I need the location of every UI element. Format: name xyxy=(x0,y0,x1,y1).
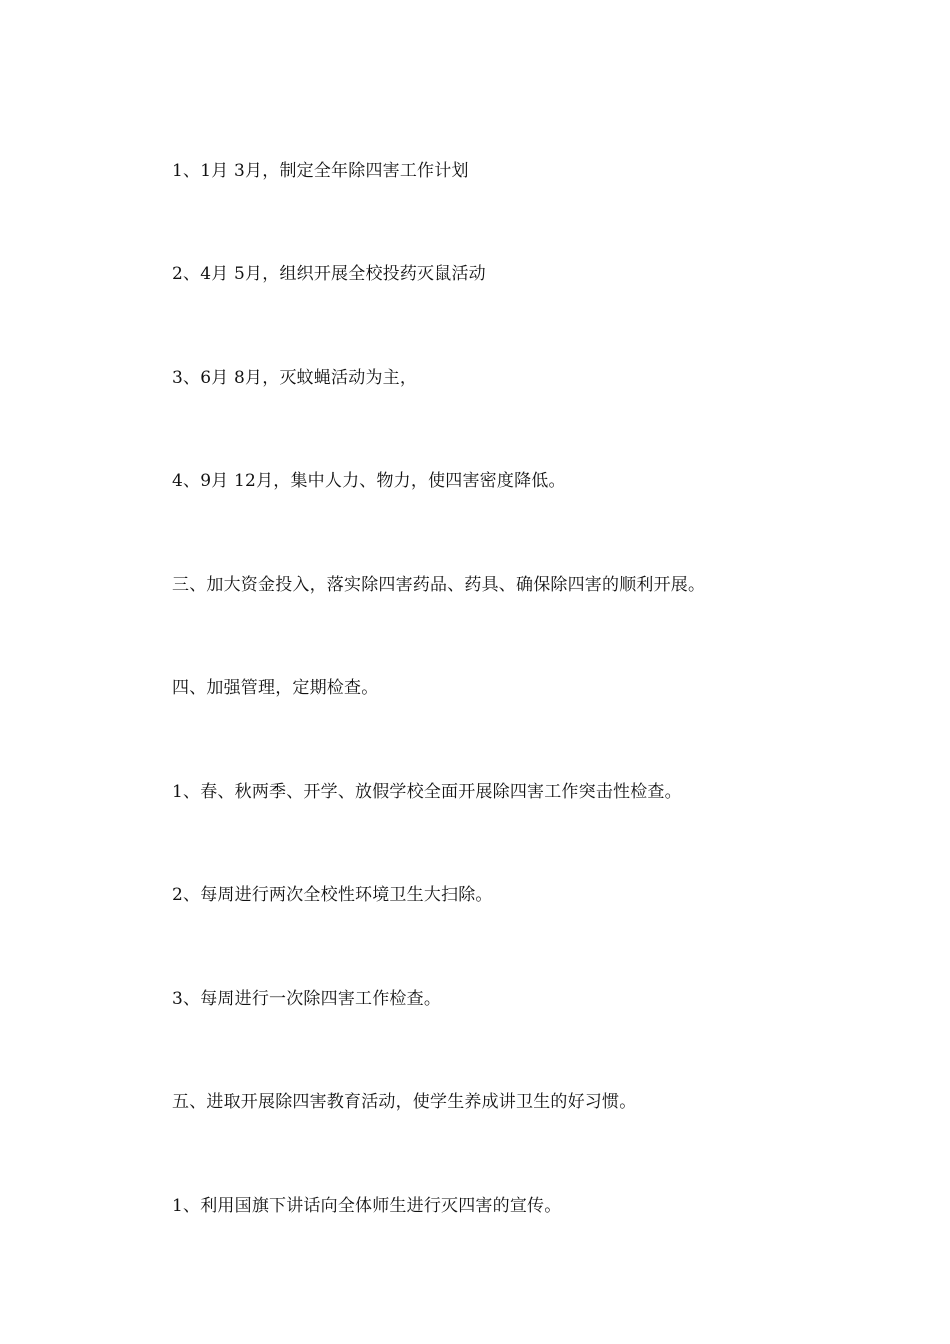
schedule-item-1: 1、1月 3月，制定全年除四害工作计划 xyxy=(172,161,469,181)
section-heading-3: 三、加大资金投入，落实除四害药品、药具、确保除四害的顺利开展。 xyxy=(172,575,706,595)
inspection-item-2: 2、每周进行两次全校性环境卫生大扫除。 xyxy=(172,885,493,905)
education-item-1: 1、利用国旗下讲话向全体师生进行灭四害的宣传。 xyxy=(172,1196,562,1216)
section-heading-4: 四、加强管理，定期检查。 xyxy=(172,678,379,698)
section-heading-5: 五、进取开展除四害教育活动，使学生养成讲卫生的好习惯。 xyxy=(172,1092,637,1112)
inspection-item-1: 1、春、秋两季、开学、放假学校全面开展除四害工作突击性检查。 xyxy=(172,782,682,802)
inspection-item-3: 3、每周进行一次除四害工作检查。 xyxy=(172,989,442,1009)
schedule-item-3: 3、6月 8月，灭蚊蝇活动为主， xyxy=(172,368,418,388)
schedule-item-2: 2、4月 5月，组织开展全校投药灭鼠活动 xyxy=(172,264,486,284)
schedule-item-4: 4、9月 12月，集中人力、物力，使四害密度降低。 xyxy=(172,471,566,491)
